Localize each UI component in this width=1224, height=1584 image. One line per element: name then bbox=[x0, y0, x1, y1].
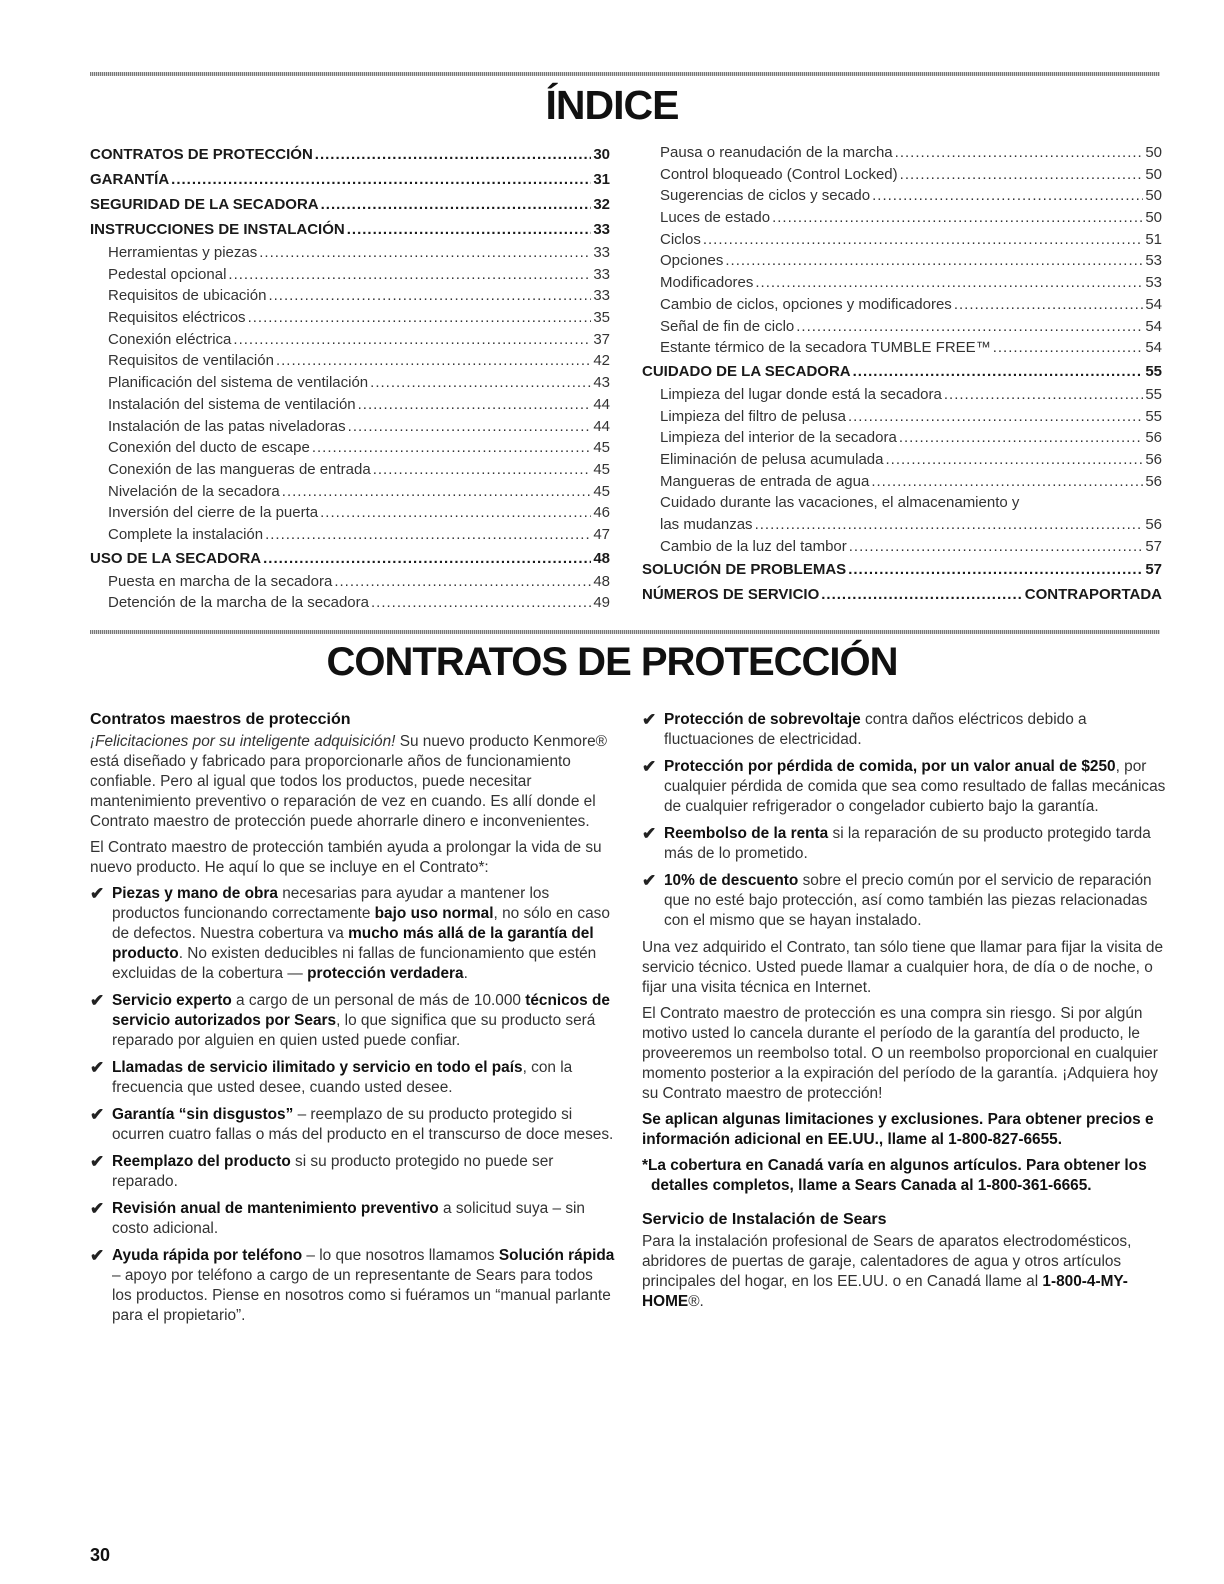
contract-paragraph: El Contrato maestro de protección también ayuda a prolongar la vida de su nuevo producto. He aquí lo que se incluye en el Contrato*: bbox=[90, 839, 602, 876]
check-item-text: a solicitud suya – sin costo adicional. bbox=[112, 1200, 585, 1237]
toc-entry bbox=[642, 449, 1162, 471]
check-item-bold: bajo uso normal bbox=[374, 905, 494, 922]
toc-entry bbox=[642, 272, 1162, 294]
toc-entry bbox=[90, 350, 610, 372]
toc-dot-leader bbox=[233, 329, 591, 351]
toc-entry bbox=[642, 250, 1162, 272]
toc-entry-title: Herramientas y piezas bbox=[108, 244, 258, 261]
checkmark-icon: ✔ bbox=[90, 1246, 105, 1265]
check-item-text: a cargo de un personal de más de 10.000 bbox=[231, 992, 526, 1009]
toc-entry-title: Conexión del ducto de escape bbox=[108, 439, 310, 457]
toc-entry bbox=[642, 492, 1162, 514]
toc-entry-title: USO DE LA SECADORA bbox=[90, 549, 262, 567]
intro-rest: Su nuevo producto Kenmore® está diseñado y fabricado para proporcionarle años de funcionamiento confiable. Pero al igual que todos los productos, puede necesitar mantenimiento preventivo o reparación de vez en cuando. Es allí donde el Contrato maestro de protección puede ahorrarle dinero e inconvenientes. bbox=[90, 733, 607, 830]
toc-entry-page: 44 bbox=[593, 417, 610, 435]
toc-entry-page: 53 bbox=[1145, 274, 1162, 292]
check-item bbox=[90, 991, 615, 1051]
intro-paragraph bbox=[90, 732, 615, 832]
checkmark-icon: ✔ bbox=[90, 1152, 105, 1171]
toc-entry-page: 54 bbox=[1145, 295, 1162, 313]
left-checklist bbox=[90, 884, 615, 1326]
toc-dot-leader bbox=[899, 427, 1144, 449]
toc-entry bbox=[642, 514, 1162, 536]
toc-dot-leader bbox=[263, 546, 591, 571]
toc-entry-title: CONTRATOS DE PROTECCIÓN bbox=[90, 146, 313, 163]
toc-dot-leader bbox=[321, 192, 592, 217]
toc-entry-title: Planificación del sistema de ventilación bbox=[108, 374, 369, 392]
left-text-column bbox=[90, 710, 615, 1333]
toc-dot-leader bbox=[944, 384, 1143, 406]
toc-entry bbox=[642, 316, 1162, 338]
toc-entry-page: 56 bbox=[1145, 472, 1162, 490]
installation-end: ®. bbox=[688, 1293, 704, 1310]
toc-entry-title: Limpieza del lugar donde está la secadora bbox=[660, 385, 942, 403]
toc-entry-page: 54 bbox=[1145, 317, 1162, 335]
toc-entry-page: 50 bbox=[1145, 187, 1162, 205]
master-contracts-heading: Contratos maestros de protección bbox=[90, 711, 351, 728]
toc-entry-title: Instalación del sistema de ventilación bbox=[108, 395, 356, 413]
check-item-text: si su producto protegido no puede ser reparado. bbox=[112, 1153, 554, 1190]
checkmark-icon: ✔ bbox=[642, 757, 657, 776]
toc-entry-title: SEGURIDAD DE LA SECADORA bbox=[90, 196, 319, 213]
checkmark-icon: ✔ bbox=[90, 991, 105, 1010]
toc-dot-leader bbox=[821, 582, 1023, 607]
toc-entry bbox=[90, 192, 610, 217]
toc-entry-title: INSTRUCCIONES DE INSTALACIÓN bbox=[90, 221, 345, 238]
toc-dot-leader bbox=[954, 294, 1144, 316]
toc-dot-leader bbox=[248, 307, 592, 329]
check-item-text: necesarias para ayudar a mantener los productos funcionando correctamente bbox=[112, 885, 550, 922]
check-item-bold: Garantía “sin disgustos” bbox=[112, 1106, 294, 1123]
checkmark-icon: ✔ bbox=[642, 824, 657, 843]
check-item-text: – reemplazo de su producto protegido si ocurren cuatro fallas o más del producto en el transcurso de doce meses. bbox=[112, 1106, 614, 1143]
toc-entry-page: 57 bbox=[1145, 561, 1162, 579]
toc-entry-page: 33 bbox=[593, 287, 610, 305]
toc-entry-title: Requisitos eléctricos bbox=[108, 309, 246, 327]
toc-entry-title: Requisitos de ubicación bbox=[108, 287, 267, 305]
toc-entry bbox=[642, 164, 1162, 186]
toc-entry-page: 56 bbox=[1145, 450, 1162, 468]
toc-entry-title: Señal de fin de ciclo bbox=[660, 317, 795, 335]
check-item-bold: Llamadas de servicio ilimitado y servicio en todo el país bbox=[112, 1059, 523, 1076]
toc-dot-leader bbox=[848, 406, 1143, 428]
toc-entry-page: 47 bbox=[593, 525, 610, 543]
toc-entry bbox=[642, 582, 1162, 607]
toc-entry bbox=[90, 592, 610, 614]
toc-entry bbox=[642, 557, 1162, 582]
toc-entry-page: 42 bbox=[593, 352, 610, 370]
toc-entry-title: Modificadores bbox=[660, 274, 754, 292]
toc-entry-title: Nivelación de la secadora bbox=[108, 482, 280, 500]
checkmark-icon: ✔ bbox=[90, 884, 105, 903]
toc-entry bbox=[642, 384, 1162, 406]
check-item-bold: Solución rápida bbox=[498, 1247, 615, 1264]
check-item-bold: técnicos de servicio autorizados por Sears bbox=[112, 992, 610, 1029]
check-item bbox=[90, 1152, 615, 1192]
toc-entry-page: 48 bbox=[593, 549, 610, 567]
check-item bbox=[90, 1246, 615, 1326]
toc-entry-page: 57 bbox=[1145, 537, 1162, 555]
toc-dot-leader bbox=[171, 167, 591, 192]
toc-entry-page: 46 bbox=[593, 504, 610, 522]
check-item bbox=[642, 757, 1167, 817]
toc-entry bbox=[90, 416, 610, 438]
installation-text: Para la instalación profesional de Sears de aparatos electrodomésticos, abridores de puertas de garaje, calentadores de agua y otros artículos principales del hogar, en los EE.UU. o en Canadá llame al bbox=[642, 1233, 1132, 1290]
installation-paragraph bbox=[642, 1232, 1167, 1312]
toc-entry-title: Inversión del cierre de la puerta bbox=[108, 504, 319, 522]
check-item-bold: mucho más allá de la garantía del producto bbox=[112, 925, 594, 962]
toc-entry-page: 31 bbox=[593, 171, 610, 188]
toc-dot-leader bbox=[259, 242, 591, 264]
check-item-bold: 10% de descuento bbox=[664, 872, 799, 889]
toc-entry-page: 50 bbox=[1145, 209, 1162, 227]
toc-dot-leader bbox=[312, 437, 592, 459]
toc-dot-leader bbox=[348, 416, 592, 438]
check-item-bold: Protección de sobrevoltaje bbox=[664, 711, 861, 728]
toc-entry bbox=[90, 459, 610, 481]
limitations-note: Se aplican algunas limitaciones y exclusiones. Para obtener precios e información adicional en EE.UU., llame al 1-800-827-6655. bbox=[642, 1111, 1154, 1148]
check-item bbox=[90, 1058, 615, 1098]
toc-entry-page: 50 bbox=[1145, 165, 1162, 183]
check-item bbox=[90, 1199, 615, 1239]
checkmark-icon: ✔ bbox=[90, 1058, 105, 1077]
toc-dot-leader bbox=[871, 471, 1143, 493]
toc-entry bbox=[90, 242, 610, 264]
toc-entry-title: Pausa o reanudación de la marcha bbox=[660, 144, 893, 161]
toc-entry-title: Requisitos de ventilación bbox=[108, 352, 274, 370]
toc-entry bbox=[642, 337, 1162, 359]
right-text-column bbox=[642, 710, 1167, 1318]
toc-entry-title: Cuidado durante las vacaciones, el almacenamiento y bbox=[660, 494, 1020, 512]
toc-dot-leader bbox=[872, 185, 1143, 207]
toc-entry-title: Complete la instalación bbox=[108, 525, 264, 543]
toc-entry-title: Cambio de ciclos, opciones y modificadores bbox=[660, 295, 952, 313]
toc-entry-title: Luces de estado bbox=[660, 209, 771, 227]
check-item bbox=[642, 871, 1167, 931]
toc-entry-title: las mudanzas bbox=[660, 516, 753, 533]
toc-dot-leader bbox=[849, 536, 1144, 558]
toc-entry-title: CUIDADO DE LA SECADORA bbox=[642, 362, 851, 380]
toc-entry-page: 51 bbox=[1145, 230, 1162, 248]
toc-entry bbox=[90, 571, 610, 593]
check-item bbox=[642, 824, 1167, 864]
toc-dot-leader bbox=[725, 250, 1143, 272]
toc-entry bbox=[90, 264, 610, 286]
toc-entry-page: CONTRAPORTADA bbox=[1024, 586, 1162, 604]
toc-entry bbox=[90, 481, 610, 503]
toc-entry-page: 50 bbox=[1145, 144, 1162, 161]
toc-entry bbox=[642, 406, 1162, 428]
toc-entry-page: 44 bbox=[593, 395, 610, 413]
toc-entry bbox=[90, 502, 610, 524]
check-item-bold: Reembolso de la renta bbox=[664, 825, 829, 842]
toc-entry bbox=[642, 536, 1162, 558]
toc-dot-leader bbox=[848, 557, 1143, 582]
checkmark-icon: ✔ bbox=[90, 1199, 105, 1218]
toc-dot-leader bbox=[265, 524, 591, 546]
toc-entry-page: 30 bbox=[593, 146, 610, 163]
toc-entry-page: 49 bbox=[593, 594, 610, 612]
toc-entry-page: 55 bbox=[1145, 407, 1162, 425]
check-item bbox=[90, 1105, 615, 1145]
toc-entry-title: Opciones bbox=[660, 252, 724, 270]
check-item-text: , lo que significa que su producto será reparado por alguien en quien usted puede confiar. bbox=[112, 1012, 596, 1049]
toc-entry bbox=[90, 524, 610, 546]
toc-dot-leader bbox=[755, 272, 1143, 294]
toc-entry-page: 45 bbox=[593, 482, 610, 500]
toc-entry-page: 53 bbox=[1145, 252, 1162, 270]
toc-entry-title: Puesta en marcha de la secadora bbox=[108, 572, 333, 590]
check-item bbox=[642, 710, 1167, 750]
toc-dot-leader bbox=[755, 514, 1144, 536]
toc-entry bbox=[90, 307, 610, 329]
toc-entry-page: 37 bbox=[593, 330, 610, 348]
toc-entry bbox=[90, 167, 610, 192]
toc-dot-leader bbox=[282, 481, 592, 503]
toc-entry-title: GARANTÍA bbox=[90, 171, 170, 188]
toc-entry-title: Eliminación de pelusa acumulada bbox=[660, 450, 884, 468]
toc-entry bbox=[642, 207, 1162, 229]
toc-dot-leader bbox=[315, 142, 592, 167]
toc-dot-leader bbox=[358, 394, 592, 416]
check-item-text: sobre el precio común por el servicio de reparación que no esté bajo protección, así como también las piezas relacionadas con el mismo que se hayan instalado. bbox=[664, 872, 1152, 929]
toc-dot-leader bbox=[373, 459, 592, 481]
toc-dot-leader bbox=[347, 217, 592, 242]
toc-dot-leader bbox=[371, 592, 591, 614]
canada-note: *La cobertura en Canadá varía en algunos artículos. Para obtener los detalles completos, llame a Sears Canada al 1-800-361-6665. bbox=[642, 1157, 1147, 1194]
toc-entry-page: 32 bbox=[593, 196, 610, 213]
toc-entry-page: 48 bbox=[593, 572, 610, 590]
check-item-bold: Protección por pérdida de comida, por un valor anual de $250 bbox=[664, 758, 1116, 775]
right-checklist bbox=[642, 710, 1167, 931]
toc-left-column bbox=[90, 142, 610, 614]
check-item-text: contra daños eléctricos debido a fluctuaciones de electricidad. bbox=[664, 711, 1087, 748]
check-item-text: , con la frecuencia que usted desee, cuando usted desee. bbox=[112, 1059, 573, 1096]
toc-dot-leader bbox=[276, 350, 591, 372]
index-title: ÍNDICE bbox=[545, 82, 679, 128]
check-item-text: . No existen deducibles ni fallas de funcionamiento que estén excluidas de la cobertura — bbox=[112, 945, 597, 982]
installation-heading: Servicio de Instalación de Sears bbox=[642, 1211, 887, 1228]
toc-dot-leader bbox=[900, 164, 1144, 186]
toc-entry-page: 55 bbox=[1145, 362, 1162, 380]
toc-entry bbox=[90, 285, 610, 307]
toc-entry-page: 43 bbox=[593, 374, 610, 392]
toc-entry-title: Control bloqueado (Control Locked) bbox=[660, 165, 898, 183]
toc-entry bbox=[90, 546, 610, 571]
no-risk-paragraph: El Contrato maestro de protección es una compra sin riesgo. Si por algún motivo usted lo cancela durante el período de la garantía del producto, le proveeremos un reembolso total. O un reembolso proporcional en cualquier momento posterior a la expiración del período de la garantía. ¡Adquiera hoy su Contrato maestro de protección! bbox=[642, 1005, 1158, 1102]
toc-entry bbox=[642, 471, 1162, 493]
toc-dot-leader bbox=[320, 502, 591, 524]
toc-dot-leader bbox=[703, 229, 1143, 251]
check-item-text: , por cualquier pérdida de comida que sea como resultado de fallas mecánicas de cualquier refrigerador o congelador cubierto bajo la garantía. bbox=[664, 758, 1166, 815]
toc-entry-title: Sugerencias de ciclos y secado bbox=[660, 187, 871, 205]
toc-dot-leader bbox=[228, 264, 591, 286]
toc-entry-title: Conexión eléctrica bbox=[108, 330, 232, 348]
toc-entry-title: Detención de la marcha de la secadora bbox=[108, 594, 369, 612]
middle-rule bbox=[90, 630, 1160, 634]
check-item bbox=[90, 884, 615, 984]
check-item-bold: Servicio experto bbox=[112, 992, 232, 1009]
toc-entry-page: 33 bbox=[593, 221, 610, 238]
toc-entry bbox=[642, 359, 1162, 384]
check-item-text: . bbox=[463, 965, 468, 982]
toc-entry bbox=[90, 329, 610, 351]
check-item-bold: Piezas y mano de obra bbox=[112, 885, 278, 902]
toc-entry-page: 55 bbox=[1145, 385, 1162, 403]
toc-dot-leader bbox=[370, 372, 591, 394]
toc-entry-title: Ciclos bbox=[660, 230, 701, 248]
toc-entry-page: 45 bbox=[593, 439, 610, 457]
toc-dot-leader bbox=[796, 316, 1143, 338]
toc-right-column bbox=[642, 142, 1162, 607]
toc-entry-page: 56 bbox=[1145, 429, 1162, 447]
checkmark-icon: ✔ bbox=[90, 1105, 105, 1124]
check-item-text: – lo que nosotros llamamos bbox=[302, 1247, 499, 1264]
check-item-text: si la reparación de su producto protegido tarda más de lo prometido. bbox=[664, 825, 1151, 862]
toc-entry-title: Cambio de la luz del tambor bbox=[660, 537, 847, 555]
toc-entry-title: Limpieza del interior de la secadora bbox=[660, 429, 897, 447]
toc-entry bbox=[90, 372, 610, 394]
toc-entry-title: Pedestal opcional bbox=[108, 265, 227, 283]
toc-entry bbox=[90, 142, 610, 167]
toc-dot-leader bbox=[268, 285, 591, 307]
check-item-bold: protección verdadera bbox=[307, 965, 464, 982]
toc-entry-page: 35 bbox=[593, 309, 610, 327]
intro-italic: ¡Felicitaciones por su inteligente adquisición! bbox=[90, 733, 396, 750]
installation-phone: 1-800-4-MY-HOME bbox=[642, 1273, 1128, 1310]
check-item-bold: Ayuda rápida por teléfono bbox=[112, 1247, 303, 1264]
toc-entry-title: Instalación de las patas niveladoras bbox=[108, 417, 346, 435]
toc-entry-title: Mangueras de entrada de agua bbox=[660, 472, 870, 490]
toc-dot-leader bbox=[772, 207, 1143, 229]
toc-entry-page: 45 bbox=[593, 460, 610, 478]
toc-entry bbox=[642, 229, 1162, 251]
toc-dot-leader bbox=[885, 449, 1143, 471]
toc-entry-page: 33 bbox=[593, 244, 610, 261]
toc-entry-page: 33 bbox=[593, 265, 610, 283]
toc-entry bbox=[642, 427, 1162, 449]
toc-entry bbox=[90, 394, 610, 416]
page-number: 30 bbox=[90, 1545, 111, 1565]
checkmark-icon: ✔ bbox=[642, 710, 657, 729]
toc-entry bbox=[642, 142, 1162, 164]
toc-entry-title: Estante térmico de la secadora TUMBLE FREE™ bbox=[660, 339, 991, 357]
check-item-text: , no sólo en caso de defectos. Nuestra cobertura va bbox=[112, 905, 610, 942]
top-rule bbox=[90, 72, 1160, 76]
checkmark-icon: ✔ bbox=[642, 871, 657, 890]
toc-dot-leader bbox=[993, 337, 1144, 359]
check-item-text: – apoyo por teléfono a cargo de un representante de Sears para todos los productos. Piense en nosotros como si fuéramos un “manual parlante para el propietario”. bbox=[112, 1267, 611, 1324]
toc-entry bbox=[642, 294, 1162, 316]
toc-entry bbox=[90, 217, 610, 242]
toc-dot-leader bbox=[895, 142, 1144, 164]
toc-entry-title: Conexión de las mangueras de entrada bbox=[108, 460, 371, 478]
check-item-bold: Revisión anual de mantenimiento preventivo bbox=[112, 1200, 439, 1217]
call-paragraph: Una vez adquirido el Contrato, tan sólo tiene que llamar para fijar la visita de servicio técnico. Usted puede llamar a cualquier hora, de día o de noche, o fijar una visita técnica en Internet. bbox=[642, 939, 1164, 996]
toc-entry-title: Limpieza del filtro de pelusa bbox=[660, 407, 846, 425]
toc-entry-title: SOLUCIÓN DE PROBLEMAS bbox=[642, 561, 847, 579]
toc-dot-leader bbox=[853, 359, 1144, 384]
toc-entry-title: NÚMEROS DE SERVICIO bbox=[642, 586, 820, 604]
toc-entry-page: 54 bbox=[1145, 339, 1162, 357]
toc-dot-leader bbox=[334, 571, 591, 593]
toc-entry-page: 56 bbox=[1145, 516, 1162, 533]
toc-entry bbox=[642, 185, 1162, 207]
section-title: CONTRATOS DE PROTECCIÓN bbox=[326, 640, 898, 684]
check-item-bold: Reemplazo del producto bbox=[112, 1153, 291, 1170]
toc-entry bbox=[90, 437, 610, 459]
